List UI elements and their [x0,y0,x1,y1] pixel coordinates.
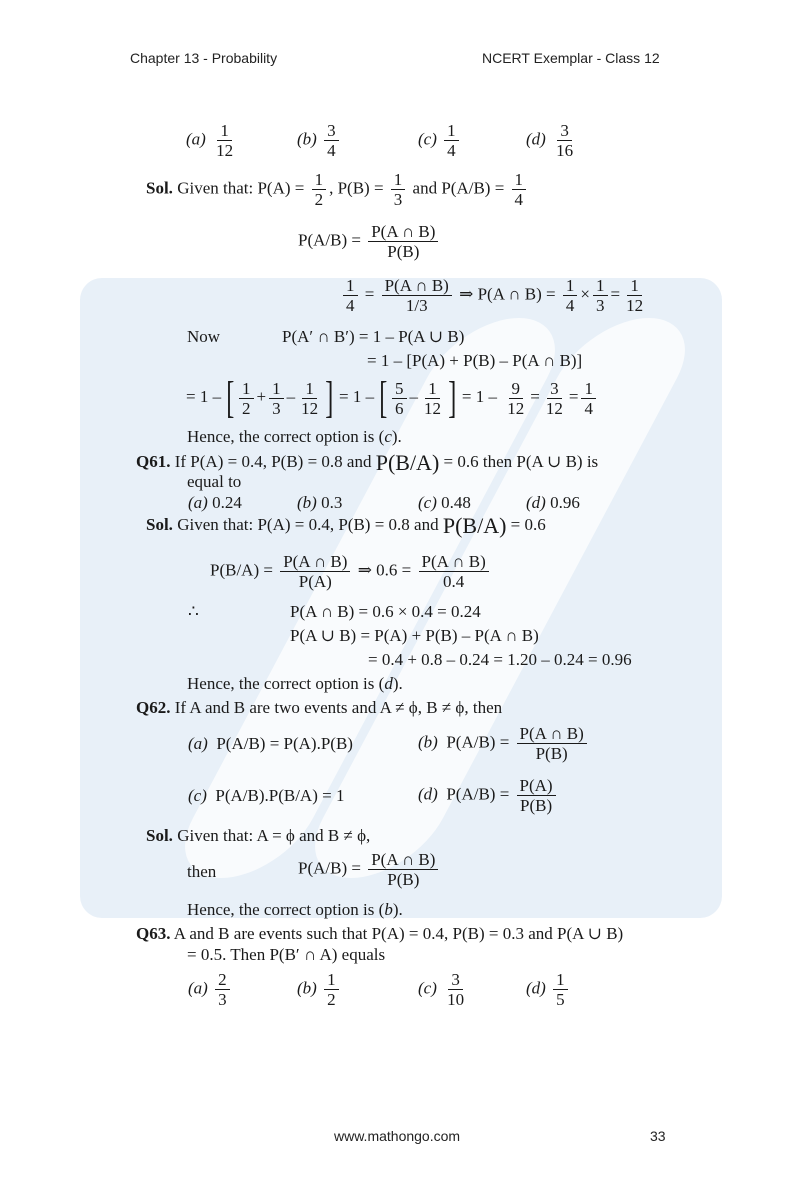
fraction: $\frac{3}{12}$ [545,378,563,418]
option-label: (b) [297,129,317,149]
fraction: $\frac{1}{4}$ [581,379,596,418]
question-63-cont: = 0.5. Then P(B′ ∩ A) equals [187,945,386,964]
solution-62-formula: P(A/B) = $\frac{P(A \cap B)}{P(B)}$ [298,850,441,889]
fraction: $\frac{1}{4}$ [512,170,527,209]
q61-options: (d) 0.96 [526,493,580,512]
solution-60-formula: P(A/B) = $\frac{P(A \cap B)}{P(B)}$ [298,222,441,261]
solution-61-given: Sol. Given that: P(A) = 0.4, P(B) = 0.8 and P(B/A) = 0.6 [146,513,546,539]
question-label: Q62. [136,698,171,717]
fraction: $\frac{1}{4}$ [343,276,358,315]
question-61: Q61. If P(A) = 0.4, P(B) = 0.8 and P(B/A) = 0.6 then P(A ∪ B) is [136,450,599,476]
fraction: $\frac{1}{3}$ [269,379,284,418]
solution-62-then: then [187,862,217,881]
fraction: $\frac{2}{3}$ [215,970,230,1009]
fraction: $\frac{P(A)}{P(B)}$ [517,776,556,815]
solution-label: Sol. [146,515,173,534]
q63-options: (b) $\frac{1}{2}$ [297,970,342,1009]
book-title: NCERT Exemplar - Class 12 [482,50,660,66]
q60-options [418,121,462,160]
fraction: $\frac{1}{4}$ [444,121,459,160]
question-label: Q61. [136,452,171,471]
q61-options: (a) 0.24 [188,493,242,512]
q60-options [526,121,579,160]
fraction: $\frac{9}{12}$ [507,378,525,418]
fraction: $\frac{P(A \cap B)}{P(B)}$ [517,724,587,763]
fraction: $\frac{1}{12}$ [301,378,319,418]
fraction: $\frac{1}{12}$ [216,121,234,160]
q63-options: (d) $\frac{1}{5}$ [526,970,571,1009]
solution-62-answer: Hence, the correct option is (b). [187,900,403,919]
solution-60-step: $\frac{1}{4}$ = $\frac{P(A \cap B)}{1/3}$ ⇒ P(A ∩ B) = $\frac{1}{4}$ × $\frac{1}{3}$ = $\frac{1}{12}$ [340,276,649,315]
fraction: $\frac{1}{3}$ [391,170,406,209]
solution-62-given: Sol. Given that: A = ϕ and B ≠ ϕ, [146,826,371,845]
fraction: $\frac{1}{2}$ [312,170,327,209]
q62-option-d: (d) P(A/B) = $\frac{P(A)}{P(B)}$ [418,776,559,815]
question-label: Q63. [136,924,171,943]
q63-options: (c) $\frac{3}{10}$ [418,970,470,1009]
fraction: $\frac{1}{4}$ [563,276,578,315]
page-number: 33 [650,1128,666,1144]
fraction: $\frac{1}{2}$ [239,379,254,418]
solution-label: Sol. [146,826,173,845]
solution-61-line: P(A ∩ B) = 0.6 × 0.4 = 0.24 [290,602,481,621]
fraction: $\frac{3}{10}$ [447,970,465,1009]
fraction: $\frac{P(A \cap B)}{P(A)}$ [280,552,350,591]
q62-option-c: (c) P(A/B).P(B/A) = 1 [188,786,345,805]
question-63: Q63. A and B are events such that P(A) = 0.4, P(B) = 0.3 and P(A ∪ B) [136,924,624,943]
solution-60-expand: = 1 – [P(A) + P(B) – P(A ∩ B)] [367,351,583,370]
fraction: $\frac{P(A \cap B)}{0.4}$ [419,552,489,591]
solution-61-answer: Hence, the correct option is (d). [187,674,403,693]
fraction: $\frac{5}{6}$ [392,379,407,418]
fraction: $\frac{1}{2}$ [324,970,339,1009]
solution-60-answer: Hence, the correct option is (c). [187,427,402,446]
q61-options: (b) 0.3 [297,493,343,512]
q60-options [186,121,239,160]
solution-label: Sol. [146,178,173,198]
fraction: $\frac{1}{3}$ [593,276,608,315]
option-label: (a) [186,129,206,149]
option-label: (d) [526,129,546,149]
footer-url: www.mathongo.com [334,1128,461,1144]
fraction: $\frac{P(A \cap B)}{P(B)}$ [368,222,438,261]
fraction: $\frac{P(A \cap B)}{P(B)}$ [368,850,438,889]
q60-options [297,121,342,160]
question-61-cont: equal to [187,472,242,491]
fraction: $\frac{3}{4}$ [324,121,339,160]
q62-option-b: (b) P(A/B) = $\frac{P(A \cap B)}{P(B)}$ [418,724,590,763]
chapter-title: Chapter 13 - Probability [130,50,278,66]
fraction: $\frac{1}{12}$ [424,378,441,418]
solution-61-line: = 0.4 + 0.8 – 0.24 = 1.20 – 0.24 = 0.96 [368,650,632,669]
solution-60-now-expr: P(A′ ∩ B′) = 1 – P(A ∪ B) [282,327,465,346]
q63-options: (a) $\frac{2}{3}$ [188,970,233,1009]
q61-options: (c) 0.48 [418,493,471,512]
option-label: (c) [418,129,437,149]
watermark-background [80,278,722,918]
fraction: $\frac{1}{12}$ [626,276,644,315]
solution-61-formula: P(B/A) = $\frac{P(A \cap B)}{P(A)}$ ⇒ 0.6 = $\frac{P(A \cap B)}{0.4}$ [210,552,492,591]
solution-61-line: P(A ∪ B) = P(A) + P(B) – P(A ∩ B) [290,626,539,645]
question-62: Q62. If A and B are two events and A ≠ ϕ, B ≠ ϕ, then [136,698,503,717]
q62-option-a: (a) P(A/B) = P(A).P(B) [188,734,353,753]
therefore-symbol: ∴ [188,602,199,621]
fraction: $\frac{3}{16}$ [556,121,574,160]
solution-60-compute: = 1 – [ $\frac{1}{2}$ + $\frac{1}{3}$ – $\frac{1}{12}$ ] = 1 – [ $\frac{5}{6}$ – $\frac{1}{12}$ ] = 1 – $\frac{9}{12}$ = $\frac{3}{12}$ = $\frac{1}{4}$ [186,378,599,418]
fraction: $\frac{1}{5}$ [553,970,568,1009]
fraction: $\frac{P(A \cap B)}{1/3}$ [382,276,452,315]
solution-60-now: Now [187,327,221,346]
solution-60-given: Sol. Given that: P(A) = $\frac{1}{2}$ , P(B) = $\frac{1}{3}$ and P(A/B) = $\frac{1}{4}$ [146,170,529,209]
